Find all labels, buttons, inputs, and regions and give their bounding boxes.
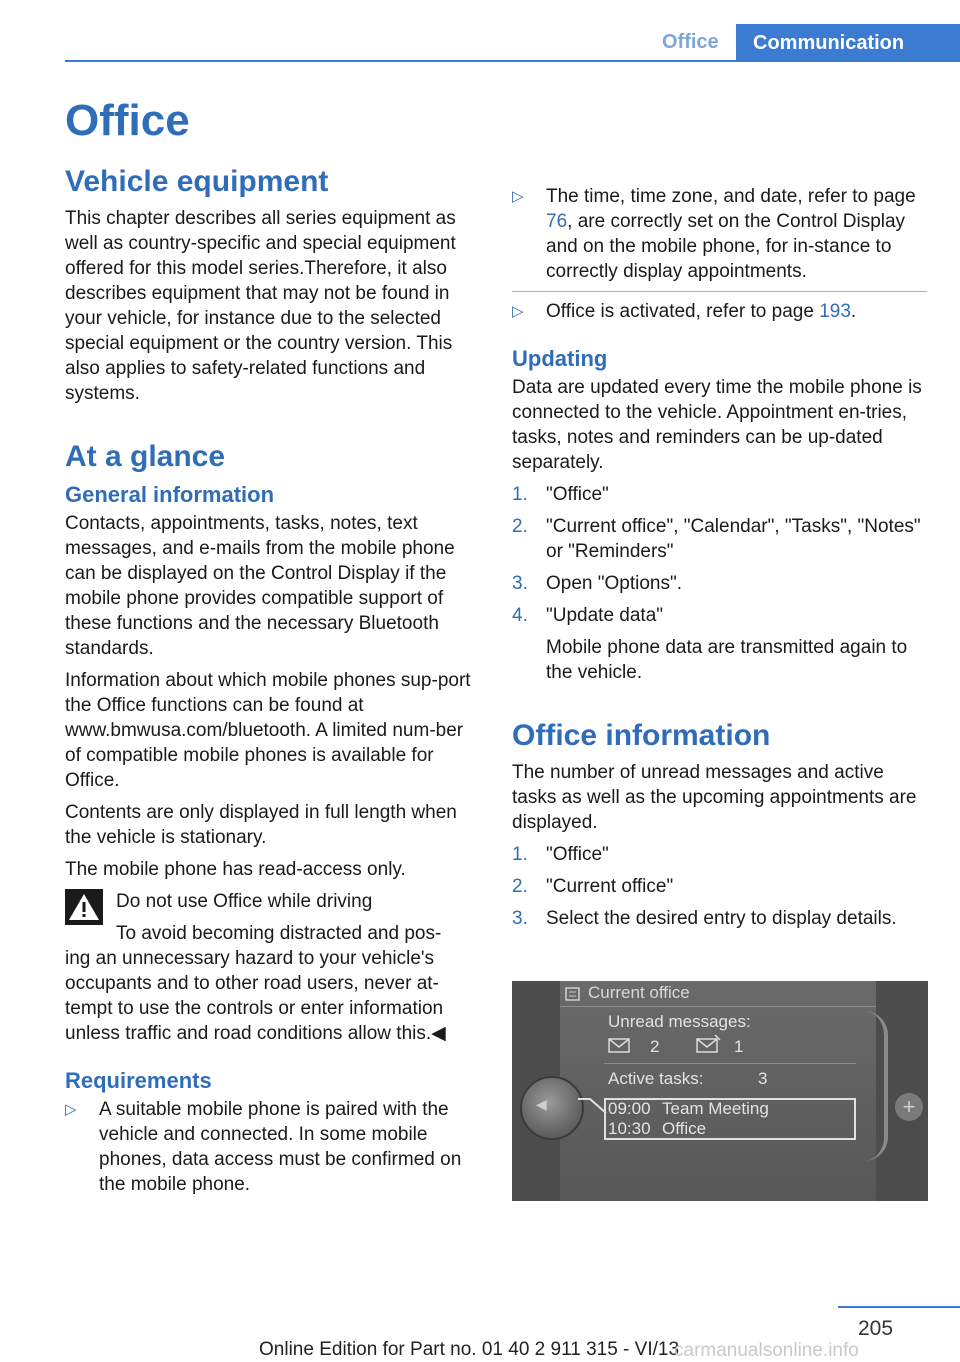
header-chapter-tab: Communication	[736, 24, 960, 62]
triangle-bullet-icon: ▷	[512, 303, 524, 320]
appointment-start-time: 09:00	[608, 1099, 651, 1118]
page-link-76[interactable]: 76	[546, 211, 568, 232]
unread-mail-count: 1	[734, 1037, 744, 1056]
right-column	[512, 184, 927, 938]
edition-note: Online Edition for Part no. 01 40 2 911 315 - VI/13	[259, 1339, 680, 1360]
unread-sms-count: 2	[650, 1037, 660, 1056]
general-info-p3: Contents are only displayed in full length when the vehicle is stationary.	[65, 802, 457, 848]
zoom-plus-icon[interactable]: +	[895, 1093, 923, 1121]
screen-title: Current office	[588, 983, 690, 1002]
office-information-text: The number of unread messages and active tasks as well as the upcoming appointments are displayed.	[512, 762, 917, 833]
update-data-note: Mobile phone data are transmitted again to the vehicle.	[546, 637, 908, 683]
list-item: 2. "Current office", "Calendar", "Tasks", "Notes" or "Reminders"	[512, 516, 921, 562]
requirements-list	[65, 1097, 480, 1197]
heading-requirements: Requirements	[65, 1068, 212, 1093]
heading-updating: Updating	[512, 346, 608, 371]
page-number: 205	[858, 1317, 894, 1340]
warning-text: ing an unnecessary hazard to your vehicle's occupants and to other road users, never at-tempt to use the controls or enter information unless traffic and road conditions allow this.◀	[65, 948, 446, 1044]
general-info-p2: Information about which mobile phones sup-port the Office functions can be found at www.bmwusa.com/bluetooth. A limited num-ber of compatible mobile phones is available for Office.	[65, 670, 471, 791]
footer-rule	[838, 1306, 960, 1308]
page-link-193[interactable]: 193	[819, 301, 851, 322]
triangle-bullet-icon: ▷	[65, 1101, 77, 1118]
heading-at-a-glance: At a glance	[65, 440, 226, 473]
back-arrow-icon: ◀	[536, 1096, 547, 1112]
appointment-location: Office	[662, 1119, 707, 1138]
list-item: 3. Select the desired entry to display details.	[512, 908, 897, 929]
updating-text: Data are updated every time the mobile phone is connected to the vehicle. Appointment en-tries, tasks, notes and reminders can be up-dated separately.	[512, 377, 922, 473]
list-item: 2. "Current office"	[512, 876, 674, 897]
vehicle-equipment-text: This chapter describes all series equipment as well as country-specific and special equipment offered for this model series.Therefore, it also describes equipment that may not be found in your vehicle, for instance due to the selected special equipment or the country version. This also applies to safety-related functions and systems.	[65, 208, 456, 404]
office-icon	[564, 985, 582, 1003]
list-item: 1. "Office"	[512, 844, 609, 865]
active-tasks-count: 3	[758, 1069, 768, 1088]
header-rule	[65, 60, 960, 62]
control-display-screenshot	[512, 981, 928, 1201]
list-item: 1. "Office"	[512, 484, 609, 505]
triangle-bullet-icon: ▷	[512, 188, 524, 205]
heading-vehicle-equipment: Vehicle equipment	[65, 165, 329, 198]
watermark: carmanualsonline.info	[674, 1340, 859, 1361]
heading-general-information: General information	[65, 482, 275, 507]
warning-line1: To avoid becoming distracted and pos-	[116, 923, 442, 944]
general-info-p1: Contacts, appointments, tasks, notes, text messages, and e-mails from the mobile phone can be displayed on the Control Display if the mobile phone provides compatible support of these functions and the necessary Bluetooth standards.	[65, 513, 455, 659]
requirements-list-continued	[512, 184, 927, 324]
unread-messages-label: Unread messages:	[608, 1012, 751, 1031]
list-item: ▷ The time, time zone, and date, refer to page 76, are correctly set on the Control Display and on the mobile phone, for in-stance to correctly display appointments.	[512, 186, 916, 282]
header-section-label: Office	[662, 31, 719, 53]
warning-block	[65, 889, 480, 1046]
list-item: ▷ A suitable mobile phone is paired with the vehicle and connected. In some mobile phones, data access must be confirmed on the mobile phone.	[65, 1099, 462, 1195]
list-item: ▷ Office is activated, refer to page 193.	[512, 301, 857, 322]
appointment-title: Team Meeting	[662, 1099, 769, 1118]
controller-knob[interactable]	[520, 1076, 584, 1140]
page-title: Office	[65, 96, 190, 145]
appointment-end-time: 10:30	[608, 1119, 651, 1138]
warning-icon	[65, 889, 103, 925]
updating-steps	[512, 482, 927, 685]
list-item: 4. "Update data" Mobile phone data are transmitted again to the vehicle.	[512, 603, 927, 685]
left-column	[65, 96, 480, 1204]
office-information-steps	[512, 842, 927, 931]
active-tasks-label: Active tasks:	[608, 1069, 704, 1088]
general-info-p4: The mobile phone has read-access only.	[65, 859, 406, 880]
sms-icon	[608, 1037, 632, 1055]
warning-title: Do not use Office while driving	[116, 891, 373, 912]
list-item: 3. Open "Options".	[512, 573, 683, 594]
email-icon	[696, 1034, 722, 1054]
heading-office-information: Office information	[512, 719, 771, 752]
